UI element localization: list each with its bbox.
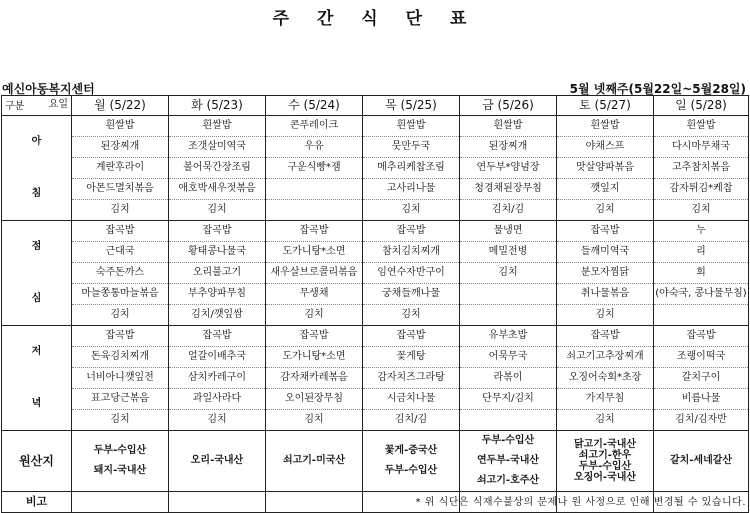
- menu-item: 시금치나물: [363, 389, 460, 410]
- menu-item: 잡곡밥: [72, 326, 169, 347]
- menu-item: 김치: [169, 200, 266, 221]
- origin-entry: 두부-수입산: [481, 435, 535, 446]
- origin-entry: 꽃게-중국산: [384, 445, 438, 456]
- origin-cell: [266, 431, 363, 492]
- menu-item: [460, 284, 557, 305]
- menu-item: 임연수자반구이: [363, 263, 460, 284]
- menu-item: 꽃게탕: [363, 347, 460, 368]
- menu-item: 흰쌀밥: [72, 116, 169, 137]
- menu-item: 돈육김치찌개: [72, 347, 169, 368]
- menu-item: (야숙국, 콩나물무침): [654, 284, 749, 305]
- menu-item: 김치: [363, 305, 460, 326]
- menu-item: 무생채: [266, 284, 363, 305]
- origin-entry: 쇠고기-미국산: [282, 455, 346, 466]
- origin-label: 원산지: [2, 431, 72, 492]
- menu-item: 흰쌀밥: [557, 116, 654, 137]
- menu-item: 구운식빵*잼: [266, 158, 363, 179]
- menu-item: 메밀전병: [460, 242, 557, 263]
- menu-item: 리: [654, 242, 749, 263]
- menu-item: 된장찌개: [460, 137, 557, 158]
- weekly-menu-table: [1, 95, 749, 513]
- day-header: 목 (5/25): [363, 96, 460, 116]
- menu-item: 단무지/김치: [460, 389, 557, 410]
- page-title: 주 간 식 단 표: [272, 9, 478, 29]
- menu-row: [2, 326, 749, 347]
- menu-item: 갈치구이: [654, 368, 749, 389]
- menu-item: 잡곡밥: [557, 221, 654, 242]
- menu-item: 연두부*양념장: [460, 158, 557, 179]
- origin-entry: 돼지-국내산: [93, 465, 147, 476]
- meal-label-top: 점: [31, 241, 42, 252]
- origin-cell: [654, 431, 749, 492]
- menu-item: 잡곡밥: [72, 221, 169, 242]
- menu-item: [654, 305, 749, 326]
- day-header: 화 (5/23): [169, 96, 266, 116]
- menu-item: 된장찌개: [72, 137, 169, 158]
- meal-label-top: 아: [31, 136, 42, 147]
- menu-row: [2, 410, 749, 431]
- note-cell: [72, 492, 169, 513]
- menu-item: 김치/김: [363, 410, 460, 431]
- meal-label-bottom: 녁: [31, 398, 42, 409]
- menu-item: 김치: [557, 305, 654, 326]
- menu-item: 맛살양파볶음: [557, 158, 654, 179]
- menu-item: 김치: [169, 410, 266, 431]
- menu-item: 취나물볶음: [557, 284, 654, 305]
- menu-item: 들깨미역국: [557, 242, 654, 263]
- menu-row: [2, 305, 749, 326]
- origin-entry: 오징어-국내산: [573, 472, 637, 483]
- meal-label: [2, 116, 72, 221]
- footer-note: * 위 식단은 식재수불상의 문제나 원 사정으로 인해 변경될 수 있습니다.: [415, 497, 746, 508]
- menu-item: 라볶이: [460, 368, 557, 389]
- meal-label-top: 저: [31, 346, 42, 357]
- corner-label-category: 구분: [5, 101, 25, 112]
- menu-row: [2, 242, 749, 263]
- origin-entry: 쇠고기-한우: [578, 450, 632, 461]
- menu-item: 표고당근볶음: [72, 389, 169, 410]
- origin-entry: 연두부-국내산: [476, 455, 540, 466]
- menu-item: 쇠고기고추장찌개: [557, 347, 654, 368]
- origin-cell: [460, 431, 557, 492]
- origin-entry: 두부-수입산: [578, 461, 632, 472]
- day-header: 금 (5/26): [460, 96, 557, 116]
- note-cell: [169, 492, 266, 513]
- menu-item: 우유: [266, 137, 363, 158]
- menu-item: 가지무침: [557, 389, 654, 410]
- menu-item: 잡곡밥: [266, 326, 363, 347]
- menu-item: 김치/김: [460, 200, 557, 221]
- note-label: 비고: [2, 492, 72, 513]
- menu-item: 감자튀김*케찹: [654, 179, 749, 200]
- menu-item: 새우살브로콜리볶음: [266, 263, 363, 284]
- menu-row: [2, 158, 749, 179]
- menu-item: 고추참치볶음: [654, 158, 749, 179]
- menu-item: 김치: [654, 200, 749, 221]
- menu-item: 과일사라다: [169, 389, 266, 410]
- origin-cell: [557, 431, 654, 492]
- day-header: 일 (5/28): [654, 96, 749, 116]
- menu-item: 김치: [557, 410, 654, 431]
- meal-label: [2, 221, 72, 326]
- menu-item: 누: [654, 221, 749, 242]
- menu-item: 마늘쫑통마늘볶음: [72, 284, 169, 305]
- corner-label-day: 요일: [48, 99, 68, 110]
- menu-item: 어묵무국: [460, 347, 557, 368]
- menu-item: 깻잎지: [557, 179, 654, 200]
- menu-row: [2, 284, 749, 305]
- menu-item: 잡곡밥: [169, 326, 266, 347]
- menu-item: 잡곡밥: [363, 326, 460, 347]
- menu-item: 부추양파무침: [169, 284, 266, 305]
- menu-item: [460, 410, 557, 431]
- menu-item: 뭇만두국: [363, 137, 460, 158]
- menu-item: 도가니탕*소면: [266, 242, 363, 263]
- menu-item: 흰쌀밥: [654, 116, 749, 137]
- origin-cell: [169, 431, 266, 492]
- menu-item: 계란후라이: [72, 158, 169, 179]
- menu-item: 김치: [72, 410, 169, 431]
- menu-item: [266, 200, 363, 221]
- origin-cell: [363, 431, 460, 492]
- menu-row: [2, 116, 749, 137]
- menu-item: 물냉면: [460, 221, 557, 242]
- menu-item: 콘푸레이크: [266, 116, 363, 137]
- menu-item: 흰쌀밥: [363, 116, 460, 137]
- header-row: [2, 96, 749, 116]
- day-header: 월 (5/22): [72, 96, 169, 116]
- menu-item: 김치: [266, 305, 363, 326]
- menu-item: 숙주돈까스: [72, 263, 169, 284]
- menu-item: 김치: [72, 305, 169, 326]
- menu-item: 회: [654, 263, 749, 284]
- day-header: 수 (5/24): [266, 96, 363, 116]
- origin-entry: 두부-수입산: [384, 465, 438, 476]
- menu-item: 잡곡밥: [363, 221, 460, 242]
- meal-label-bottom: 심: [31, 293, 42, 304]
- menu-row: [2, 179, 749, 200]
- origin-row: [2, 431, 749, 492]
- menu-item: 잡곡밥: [557, 326, 654, 347]
- menu-item: 김치: [557, 200, 654, 221]
- menu-item: 너비아니깻잎전: [72, 368, 169, 389]
- menu-item: 얼갈이배추국: [169, 347, 266, 368]
- menu-item: 야채스프: [557, 137, 654, 158]
- menu-row: [2, 221, 749, 242]
- origin-entry: 닭고기-국내산: [573, 439, 637, 450]
- menu-item: 오리불고기: [169, 263, 266, 284]
- menu-item: 오징어숙회*초장: [557, 368, 654, 389]
- menu-item: 분모자찜닭: [557, 263, 654, 284]
- menu-item: 고사리나물: [363, 179, 460, 200]
- menu-item: 김치: [72, 200, 169, 221]
- origin-entry: 쇠고기-호주산: [476, 475, 540, 486]
- menu-item: 아몬드멸치볶음: [72, 179, 169, 200]
- organization-name: 예신아동복지센터: [2, 82, 95, 96]
- menu-item: 흰쌀밥: [169, 116, 266, 137]
- menu-item: 흰쌀밥: [460, 116, 557, 137]
- menu-row: [2, 263, 749, 284]
- menu-item: [266, 179, 363, 200]
- menu-item: 조갯살미역국: [169, 137, 266, 158]
- origin-entry: 두부-수입산: [93, 445, 147, 456]
- menu-row: [2, 200, 749, 221]
- menu-item: 궁채들깨나물: [363, 284, 460, 305]
- menu-item: 잡곡밥: [654, 326, 749, 347]
- origin-entry: 오리-국내산: [190, 455, 244, 466]
- menu-item: 김치: [363, 200, 460, 221]
- menu-item: 비름나물: [654, 389, 749, 410]
- menu-item: 잡곡밥: [169, 221, 266, 242]
- menu-item: 유부초밥: [460, 326, 557, 347]
- menu-item: 김치/깻잎쌈: [169, 305, 266, 326]
- menu-item: 근대국: [72, 242, 169, 263]
- menu-item: 오이된장무침: [266, 389, 363, 410]
- meal-label: [2, 326, 72, 431]
- menu-item: 삼치카레구이: [169, 368, 266, 389]
- note-cell: [266, 492, 363, 513]
- menu-row: [2, 137, 749, 158]
- header-corner: [2, 96, 72, 116]
- week-range: 5월 넷째주(5월22일~5월28일): [569, 82, 746, 96]
- menu-item: 감자채카레볶음: [266, 368, 363, 389]
- menu-item: 조랭이떡국: [654, 347, 749, 368]
- origin-entry: 갈치-세네갈산: [669, 455, 733, 466]
- origin-cell: [72, 431, 169, 492]
- menu-item: 참치김치찌개: [363, 242, 460, 263]
- menu-item: 다시마무채국: [654, 137, 749, 158]
- menu-row: [2, 368, 749, 389]
- menu-row: [2, 347, 749, 368]
- menu-item: 김치: [266, 410, 363, 431]
- menu-item: [460, 305, 557, 326]
- menu-item: 애호박새우젓볶음: [169, 179, 266, 200]
- menu-item: 잡곡밥: [266, 221, 363, 242]
- day-header: 토 (5/27): [557, 96, 654, 116]
- meal-label-bottom: 침: [31, 188, 42, 199]
- menu-item: 김치: [460, 263, 557, 284]
- menu-item: 볼어묵간장조림: [169, 158, 266, 179]
- menu-item: 메추리케찹조림: [363, 158, 460, 179]
- menu-item: 도가니탕*소면: [266, 347, 363, 368]
- menu-item: 청경채된장무침: [460, 179, 557, 200]
- menu-item: 감자치즈그라탕: [363, 368, 460, 389]
- menu-row: [2, 389, 749, 410]
- menu-item: 황태콩나물국: [169, 242, 266, 263]
- menu-item: 김치/김자반: [654, 410, 749, 431]
